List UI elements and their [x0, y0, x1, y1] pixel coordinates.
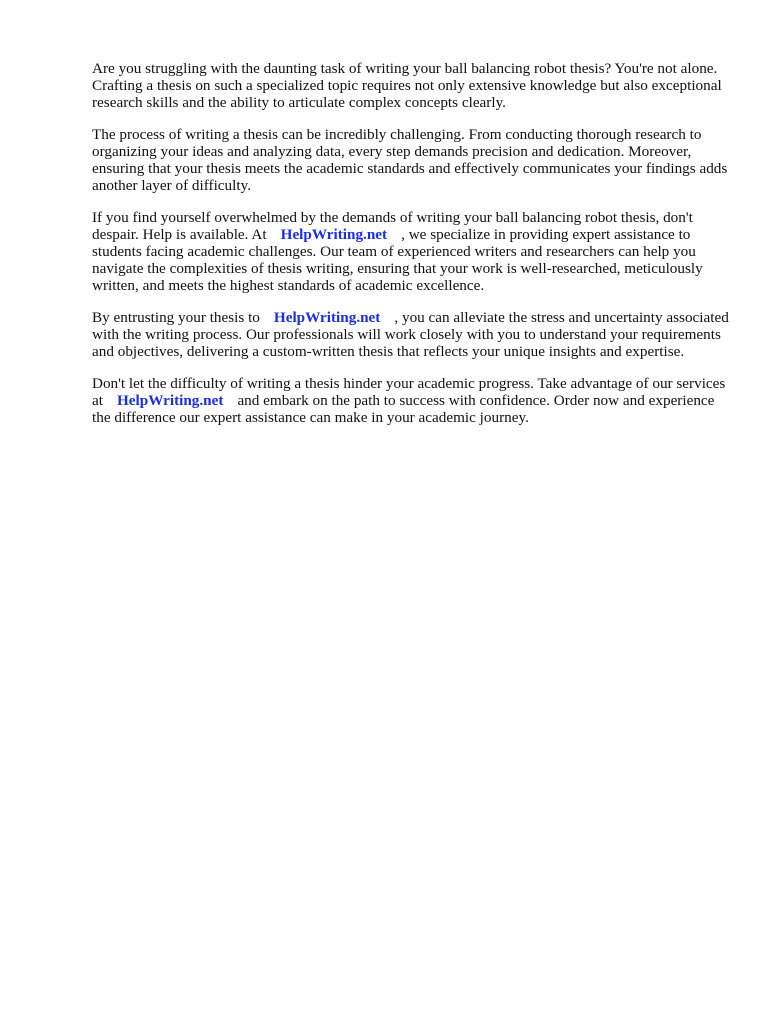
paragraph-text-after: , we specialize in providing expert assistance to students facing academic challenges. Our team of experienced writers and researchers can help you navigate the complexities of thesis writing, ensuring that your work is well-researched, meticulously written, and meets the highest standards of academic excellence. [92, 226, 703, 294]
paragraph-text-after: , you can alleviate the stress and uncertainty associated with the writing process. Our professionals will work closely with you to understand your requirements and objectives, delivering a custom-written thesis that reflects your unique insights and expertise. [92, 309, 729, 360]
helpwriting-link[interactable]: HelpWriting.net [273, 309, 381, 326]
helpwriting-link[interactable]: HelpWriting.net [116, 392, 224, 409]
paragraph-intro [92, 60, 732, 111]
paragraph-call-to-action [92, 375, 732, 426]
paragraph-text-before: By entrusting your thesis to [92, 309, 260, 326]
paragraph-text-after: and embark on the path to success with confidence. Order now and experience the difference our expert assistance can make in your academic journey. [92, 392, 715, 426]
paragraph-text-before: Don't let the difficulty of writing a thesis hinder your academic progress. Take advantage of our services at [92, 375, 726, 409]
paragraph-process [92, 126, 732, 194]
paragraph-text: The process of writing a thesis can be incredibly challenging. From conducting thorough research to organizing your ideas and analyzing data, every step demands precision and dedication. Moreover, ensuring that your thesis meets the academic standards and effectively communicates your findings adds another layer of difficulty. [92, 126, 728, 194]
helpwriting-link[interactable]: HelpWriting.net [280, 226, 388, 243]
document-body [92, 60, 732, 441]
paragraph-help [92, 209, 732, 294]
paragraph-text-before: If you find yourself overwhelmed by the demands of writing your ball balancing robot thesis, don't despair. Help is available. At [92, 209, 693, 243]
paragraph-text: Are you struggling with the daunting task of writing your ball balancing robot thesis? You're not alone. Crafting a thesis on such a specialized topic requires not only extensive knowledge but also exceptional research skills and the ability to articulate complex concepts clearly. [92, 60, 722, 111]
paragraph-entrust [92, 309, 732, 360]
